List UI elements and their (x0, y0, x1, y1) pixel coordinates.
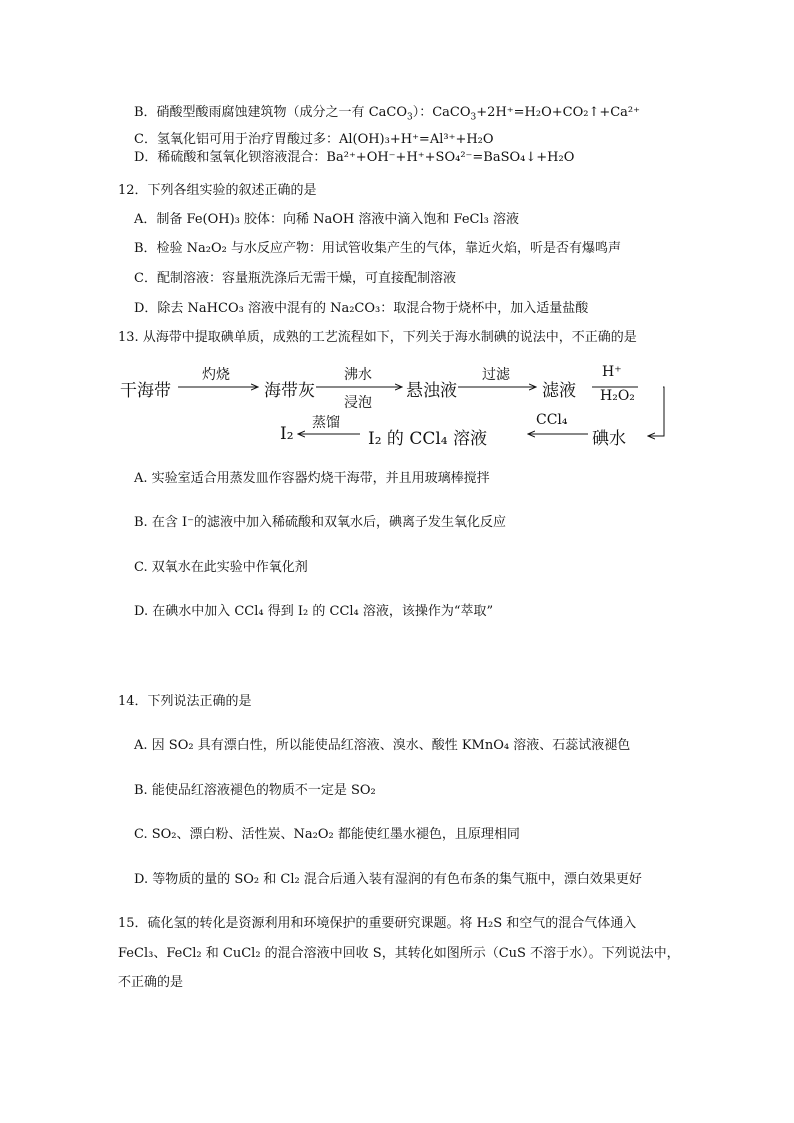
q12-option-b: B．检验 Na₂O₂ 与水反应产物：用试管收集产生的气体，靠近火焰，听是否有爆鸣声 (134, 241, 622, 256)
flow-label-h2o2: H₂O₂ (600, 388, 635, 404)
q14-stem: 14．下列说法正确的是 (118, 694, 252, 709)
q14-option-a: A. 因 SO₂ 具有漂白性，所以能使品红溶液、溴水、酸性 KMnO₄ 溶液、石蕊试液褪色 (134, 738, 631, 753)
flow-node-kelp-ash: 海带灰 (264, 381, 315, 401)
flow-node-i2-in-ccl4: I₂ 的 CCl₄ 溶液 (368, 429, 488, 449)
q13-option-b: B. 在含 I⁻的滤液中加入稀硫酸和双氧水后，碘离子发生氧化反应 (134, 515, 506, 530)
q15-stem-line1: 15．硫化氢的转化是资源利用和环境保护的重要研究课题。将 H₂S 和空气的混合气体通入 (118, 916, 637, 931)
q13-option-c: C. 双氧水在此实验中作氧化剂 (134, 560, 308, 575)
flow-node-i2: I₂ (280, 424, 294, 444)
q15-stem-line3: 不正确的是 (118, 975, 184, 990)
flow-label-roast: 灼烧 (202, 367, 230, 383)
flow-label-filter: 过滤 (482, 367, 510, 383)
flow-label-boiling-water: 沸水 (344, 367, 372, 383)
q14-option-d: D. 等物质的量的 SO₂ 和 Cl₂ 混合后通入装有湿润的有色布条的集气瓶中，漂白效果更好 (134, 872, 642, 887)
q13-option-a: A. 实验室适合用蒸发皿作容器灼烧干海带，并且用玻璃棒搅拌 (134, 471, 490, 486)
iodine-flowchart (118, 362, 678, 450)
q13-option-d: D. 在碘水中加入 CCl₄ 得到 I₂ 的 CCl₄ 溶液，该操作为“萃取” (134, 604, 494, 619)
q11-option-d: D．稀硫酸和氢氧化钡溶液混合：Ba²⁺+OH⁻+H⁺+SO₄²⁻=BaSO₄↓+H₂O (134, 150, 575, 165)
flow-label-ccl4: CCl₄ (536, 412, 568, 428)
q15-stem-line2: FeCl₃、FeCl₂ 和 CuCl₂ 的混合溶液中回收 S，其转化如图所示（CuS 不溶于水）。下列说法中， (118, 946, 680, 961)
flow-label-h-plus: H⁺ (602, 364, 622, 380)
q11-option-b: B．硝酸型酸雨腐蚀建筑物（成分之一有 CaCO$_3$）：CaCO$_3$+2H⁺=H₂O+CO₂↑+Ca²⁺ (134, 105, 641, 123)
q13-stem: 13. 从海带中提取碘单质，成熟的工艺流程如下，下列关于海水制碘的说法中，不正确的是 (118, 330, 637, 345)
q12-option-a: A．制备 Fe(OH)₃ 胶体：向稀 NaOH 溶液中滴入饱和 FeCl₃ 溶液 (134, 212, 519, 227)
q14-option-b: B. 能使品红溶液褪色的物质不一定是 SO₂ (134, 783, 376, 798)
arrow-oxidize-down (648, 387, 664, 436)
flow-node-dried-kelp: 干海带 (120, 381, 171, 401)
q12-option-c: C．配制溶液：容量瓶洗涤后无需干燥，可直接配制溶液 (134, 271, 456, 286)
flow-node-suspension: 悬浊液 (406, 381, 457, 401)
flow-label-distill: 蒸馏 (312, 415, 340, 431)
q12-option-d: D．除去 NaHCO₃ 溶液中混有的 Na₂CO₃：取混合物于烧杯中，加入适量盐酸 (134, 301, 589, 316)
flow-node-iodine-water: 碘水 (592, 429, 626, 449)
q11-option-c: C．氢氧化铝可用于治疗胃酸过多：Al(OH)₃+H⁺=Al³⁺+H₂O (134, 132, 494, 147)
flow-label-soak: 浸泡 (344, 395, 372, 411)
q14-option-c: C. SO₂、漂白粉、活性炭、Na₂O₂ 都能使红墨水褪色，且原理相同 (134, 827, 520, 842)
flow-node-filtrate: 滤液 (542, 381, 576, 401)
q12-stem: 12．下列各组实验的叙述正确的是 (118, 183, 317, 198)
